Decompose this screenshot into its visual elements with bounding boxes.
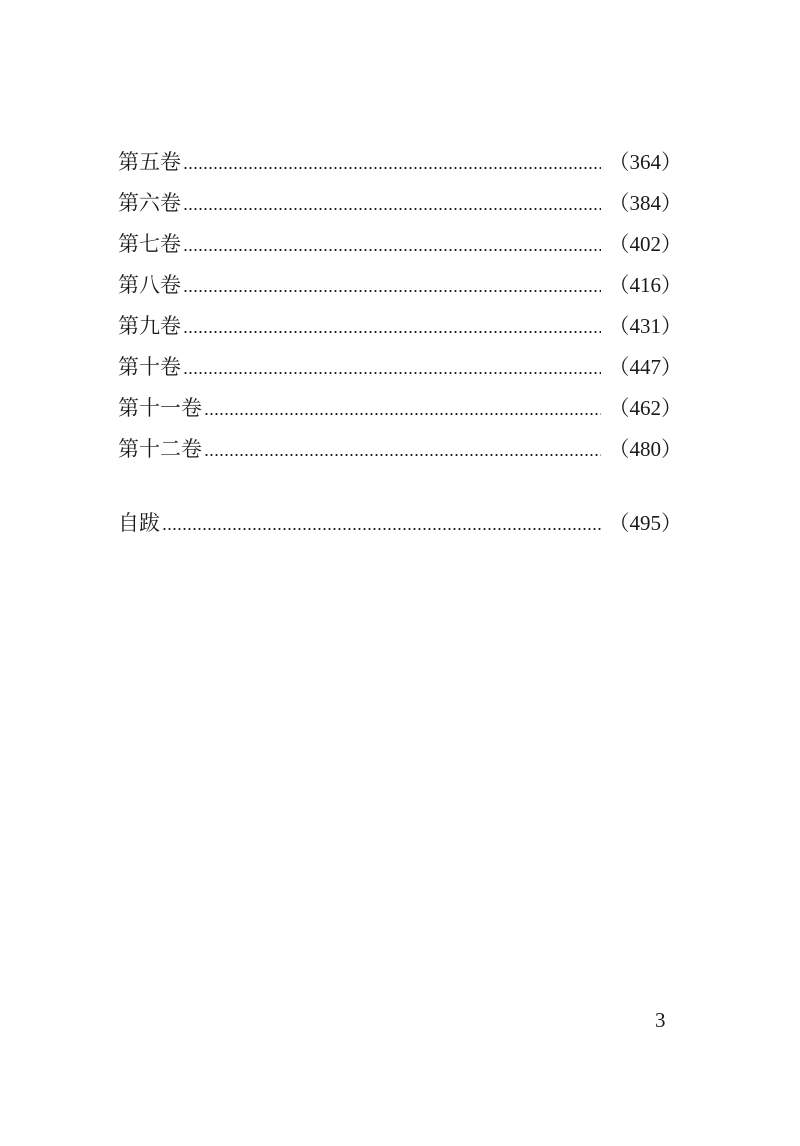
- toc-entry-page: （495）: [608, 511, 682, 535]
- toc-entry-volume-7[interactable]: [118, 224, 682, 265]
- dot-leader: [183, 265, 601, 306]
- dot-leader: [183, 224, 601, 265]
- toc-entry-volume-8[interactable]: [118, 265, 682, 306]
- dot-leader: [183, 142, 601, 183]
- dot-leader: [183, 306, 601, 347]
- toc-entry-page: （462）: [608, 396, 682, 420]
- toc-entry-title: 第十一卷: [118, 396, 202, 420]
- toc-entry-volume-12[interactable]: [118, 429, 682, 470]
- toc-entry-title: 自跋: [118, 511, 160, 535]
- dot-leader: [183, 183, 601, 224]
- toc-entry-title: 第五卷: [118, 150, 181, 174]
- dot-leader: [204, 388, 601, 429]
- toc-entry-volume-9[interactable]: [118, 306, 682, 347]
- page-number: 3: [655, 1008, 666, 1032]
- toc-entry-volume-6[interactable]: [118, 183, 682, 224]
- toc-entry-title: 第七卷: [118, 232, 181, 256]
- toc-entry-title: 第八卷: [118, 273, 181, 297]
- toc-entry-page: （431）: [608, 314, 682, 338]
- toc-entry-title: 第十二卷: [118, 437, 202, 461]
- toc-entry-volume-11[interactable]: [118, 388, 682, 429]
- toc-entry-afterword[interactable]: [118, 503, 682, 544]
- toc-entry-title: 第九卷: [118, 314, 181, 338]
- toc-entry-page: （364）: [608, 150, 682, 174]
- toc-entry-title: 第六卷: [118, 191, 181, 215]
- toc-entry-title: 第十卷: [118, 355, 181, 379]
- table-of-contents: [118, 142, 682, 544]
- toc-entry-page: （384）: [608, 191, 682, 215]
- toc-entry-page: （480）: [608, 437, 682, 461]
- toc-entry-page: （402）: [608, 232, 682, 256]
- dot-leader: [183, 347, 601, 388]
- dot-leader: [162, 503, 601, 544]
- toc-entry-volume-10[interactable]: [118, 347, 682, 388]
- toc-entry-page: （416）: [608, 273, 682, 297]
- toc-entry-page: （447）: [608, 355, 682, 379]
- dot-leader: [204, 429, 601, 470]
- toc-entry-volume-5[interactable]: [118, 142, 682, 183]
